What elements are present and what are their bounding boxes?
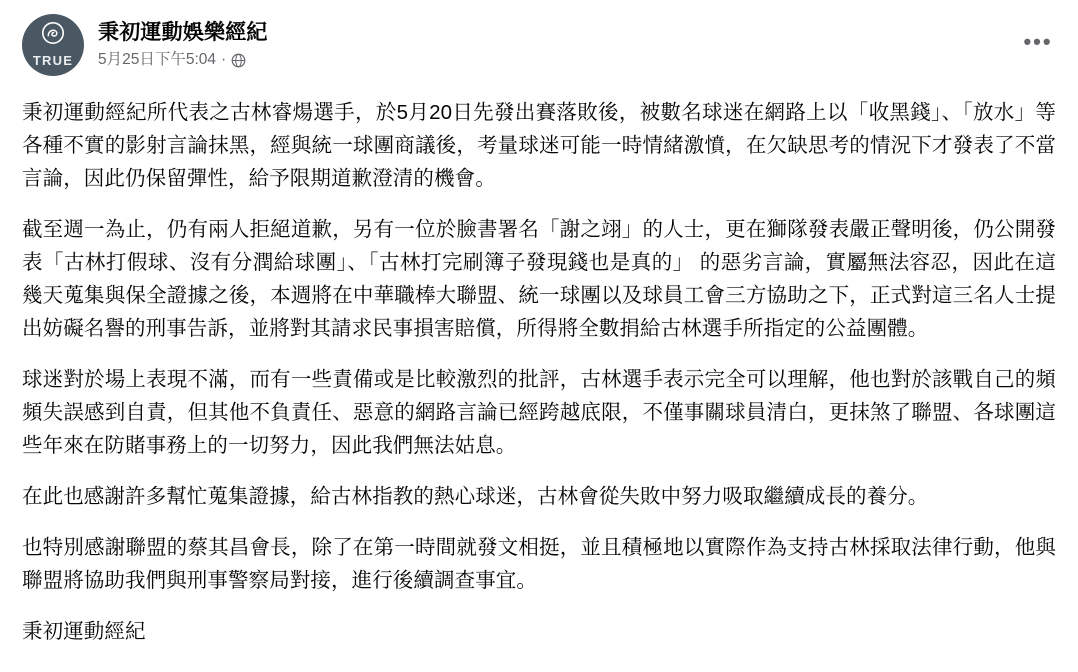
post-paragraph: 球迷對於場上表現不滿，而有一些責備或是比較激烈的批評，古林選手表示完全可以理解，他也對於該戰自己的頻頻失誤感到自責，但其他不負責任、惡意的網路言論已經跨越底限，不僅事關球員清白，更抹煞了聯盟、各球團這些年來在防賭事務上的一切努力，因此我們無法姑息。 — [22, 368, 1056, 457]
post-more-options-button[interactable]: ••• — [1023, 29, 1053, 54]
avatar[interactable] — [22, 14, 84, 76]
post-signature: 秉初運動經紀 — [22, 620, 146, 643]
post-body — [22, 96, 1056, 648]
globe-icon[interactable] — [231, 53, 246, 68]
meta-separator: · — [221, 51, 227, 68]
post-timestamp[interactable]: 5月25日下午5:04 — [98, 51, 217, 68]
post-paragraph: 也特別感謝聯盟的蔡其昌會長，除了在第一時間就發文相挺，並且積極地以實際作為支持古林採取法律行動，他與聯盟將協助我們與刑事警察局對接，進行後續調查事宜。 — [22, 536, 1056, 592]
post-paragraph: 在此也感謝許多幫忙蒐集證據，給古林指教的熱心球迷，古林會從失敗中努力吸取繼續成長的養分。 — [22, 485, 929, 508]
avatar-label: TRUE — [32, 53, 74, 68]
post-paragraph: 秉初運動經紀所代表之古林睿煬選手，於5月20日先發出賽落敗後，被數名球迷在網路上以「收黑錢」、「放水」等各種不實的影射言論抹黑，經與統一球團商議後，考量球迷可能一時情緒激憤，在欠缺思考的情況下才發表了不當言論，因此仍保留彈性，給予限期道歉澄清的機會。 — [22, 101, 1056, 190]
post-meta — [98, 50, 268, 70]
page-name[interactable]: 秉初運動娛樂經紀 — [98, 21, 268, 44]
post-header — [22, 14, 1056, 80]
swirl-logo-icon — [22, 21, 84, 45]
post-paragraph: 截至週一為止，仍有兩人拒絕道歉，另有一位於臉書署名「謝之翊」的人士，更在獅隊發表嚴正聲明後，仍公開發表「古林打假球、沒有分潤給球團」、「古林打完刷簿子發現錢也是真的」 的惡劣言論，實屬無法容忍，因此在這幾天蒐集與保全證據之後，本週將在中華職棒大聯盟、統一球團以及球員工會三方協助之下，正式對這三名人士提出妨礙名譽的刑事告訴，並將對其請求民事損害賠償，所得將全數捐給古林選手所指定的公益團體。 — [22, 218, 1056, 340]
post-header-text — [98, 14, 268, 70]
